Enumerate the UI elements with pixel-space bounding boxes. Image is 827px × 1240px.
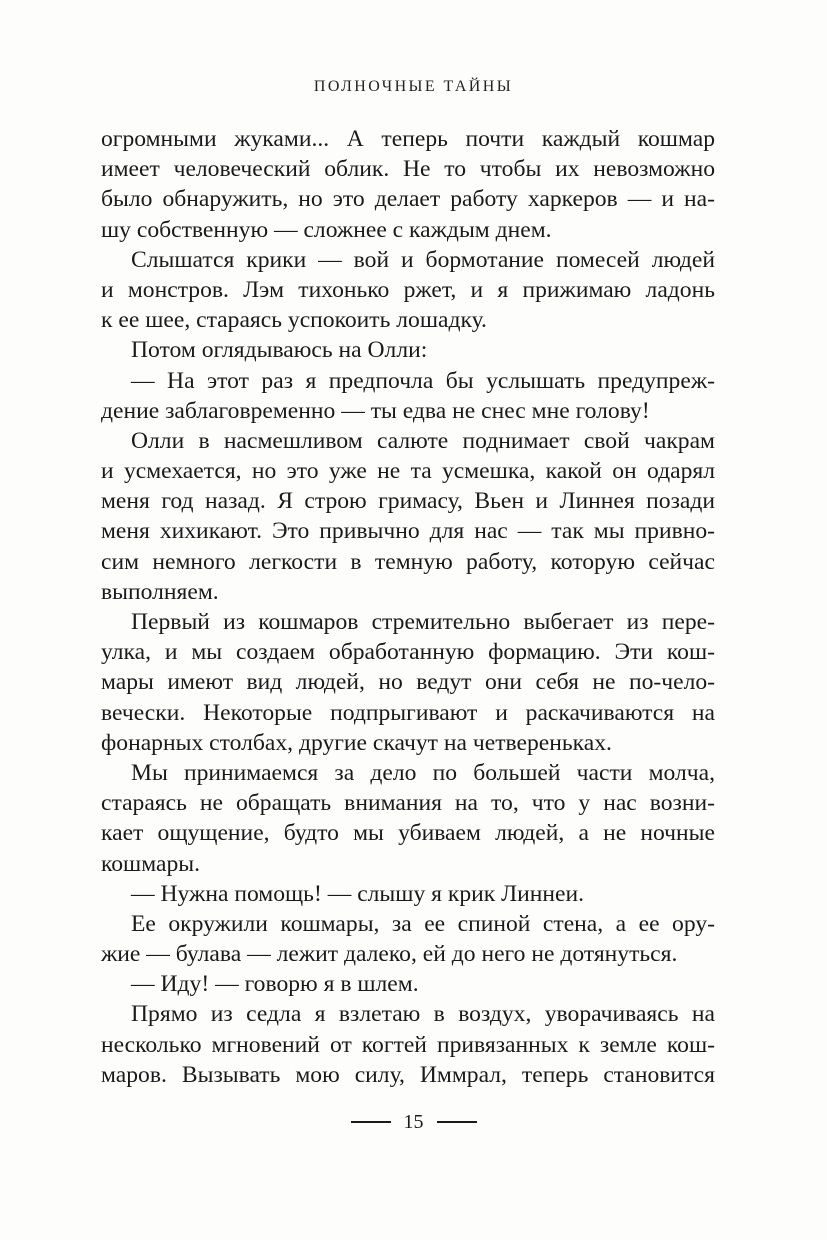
- text-line: и усмехается, но это уже не та усмешка, какой он одарял: [101, 458, 715, 485]
- text-line: кает ощущение, будто мы убиваем людей, а не ночные: [101, 820, 715, 847]
- text-line: — Нужна помощь! — слышу я крик Линнеи.: [131, 880, 585, 907]
- text-line: фонарных столбах, другие скачут на четвереньках.: [101, 729, 612, 756]
- text-line: выполняем.: [101, 578, 219, 605]
- text-line: кошмары.: [101, 850, 201, 877]
- text-line: меня год назад. Я строю гримасу, Вьен и Линнея позади: [101, 488, 715, 515]
- text-line: шу собственную — сложнее с каждым днем.: [101, 216, 552, 243]
- text-line: Слышатся крики — вой и бормотание помесей людей: [131, 246, 715, 273]
- text-line: жие — булава — лежит далеко, ей до него не дотянуться.: [101, 941, 678, 968]
- body-text: [101, 124, 715, 1090]
- running-head: ПОЛНОЧНЫЕ ТАЙНЫ: [313, 78, 514, 95]
- page-number: 15: [403, 1111, 424, 1133]
- page-footer: [0, 1111, 827, 1134]
- text-line: огромными жуками... А теперь почти каждый кошмар: [101, 126, 715, 152]
- text-line: меня хихикают. Это привычно для нас — так мы привно-: [101, 518, 715, 545]
- text-line: стараясь не обращать внимания на то, что у нас возни-: [101, 790, 715, 817]
- text-line: Олли в насмешливом салюте поднимает свой чакрам: [131, 427, 715, 454]
- text-line: мары имеют вид людей, но ведут они себя не по-чело-: [101, 669, 715, 696]
- folio-rule-right: [437, 1121, 477, 1123]
- text-line: — Иду! — говорю я в шлем.: [131, 971, 419, 998]
- text-line: сим немного легкости в темную работу, которую сейчас: [101, 548, 715, 575]
- text-line: Ее окружили кошмары, за ее спиной стена, а ее ору-: [131, 910, 715, 937]
- text-line: Первый из кошмаров стремительно выбегает из пере-: [131, 609, 715, 635]
- text-line: к ее шее, стараясь успокоить лошадку.: [101, 307, 487, 334]
- text-line: и монстров. Лэм тихонько ржет, и я прижимаю ладонь: [101, 276, 715, 303]
- text-line: Потом оглядываюсь на Олли:: [131, 337, 428, 364]
- text-line: имеет человеческий облик. Не то чтобы их невозможно: [101, 156, 715, 183]
- text-line: улка, и мы создаем обработанную формацию. Эти кош-: [101, 639, 715, 666]
- text-line: дение заблаговременно — ты едва не снес мне голову!: [101, 397, 650, 424]
- text-line: вечески. Некоторые подпрыгивают и раскачиваются на: [101, 699, 715, 726]
- text-line: несколько мгновений от когтей привязанных к земле кош-: [101, 1031, 715, 1058]
- text-line: Прямо из седла я взлетаю в воздух, уворачиваясь на: [131, 1001, 715, 1028]
- text-line: Мы принимаемся за дело по большей части молча,: [131, 759, 715, 786]
- text-line: маров. Вызывать мою силу, Иммрал, теперь становится: [101, 1061, 715, 1088]
- text-line: было обнаружить, но это делает работу харкеров — и на-: [101, 186, 715, 213]
- text-line: — На этот раз я предпочла бы услышать предупреж-: [131, 367, 715, 394]
- folio-rule-left: [351, 1121, 391, 1123]
